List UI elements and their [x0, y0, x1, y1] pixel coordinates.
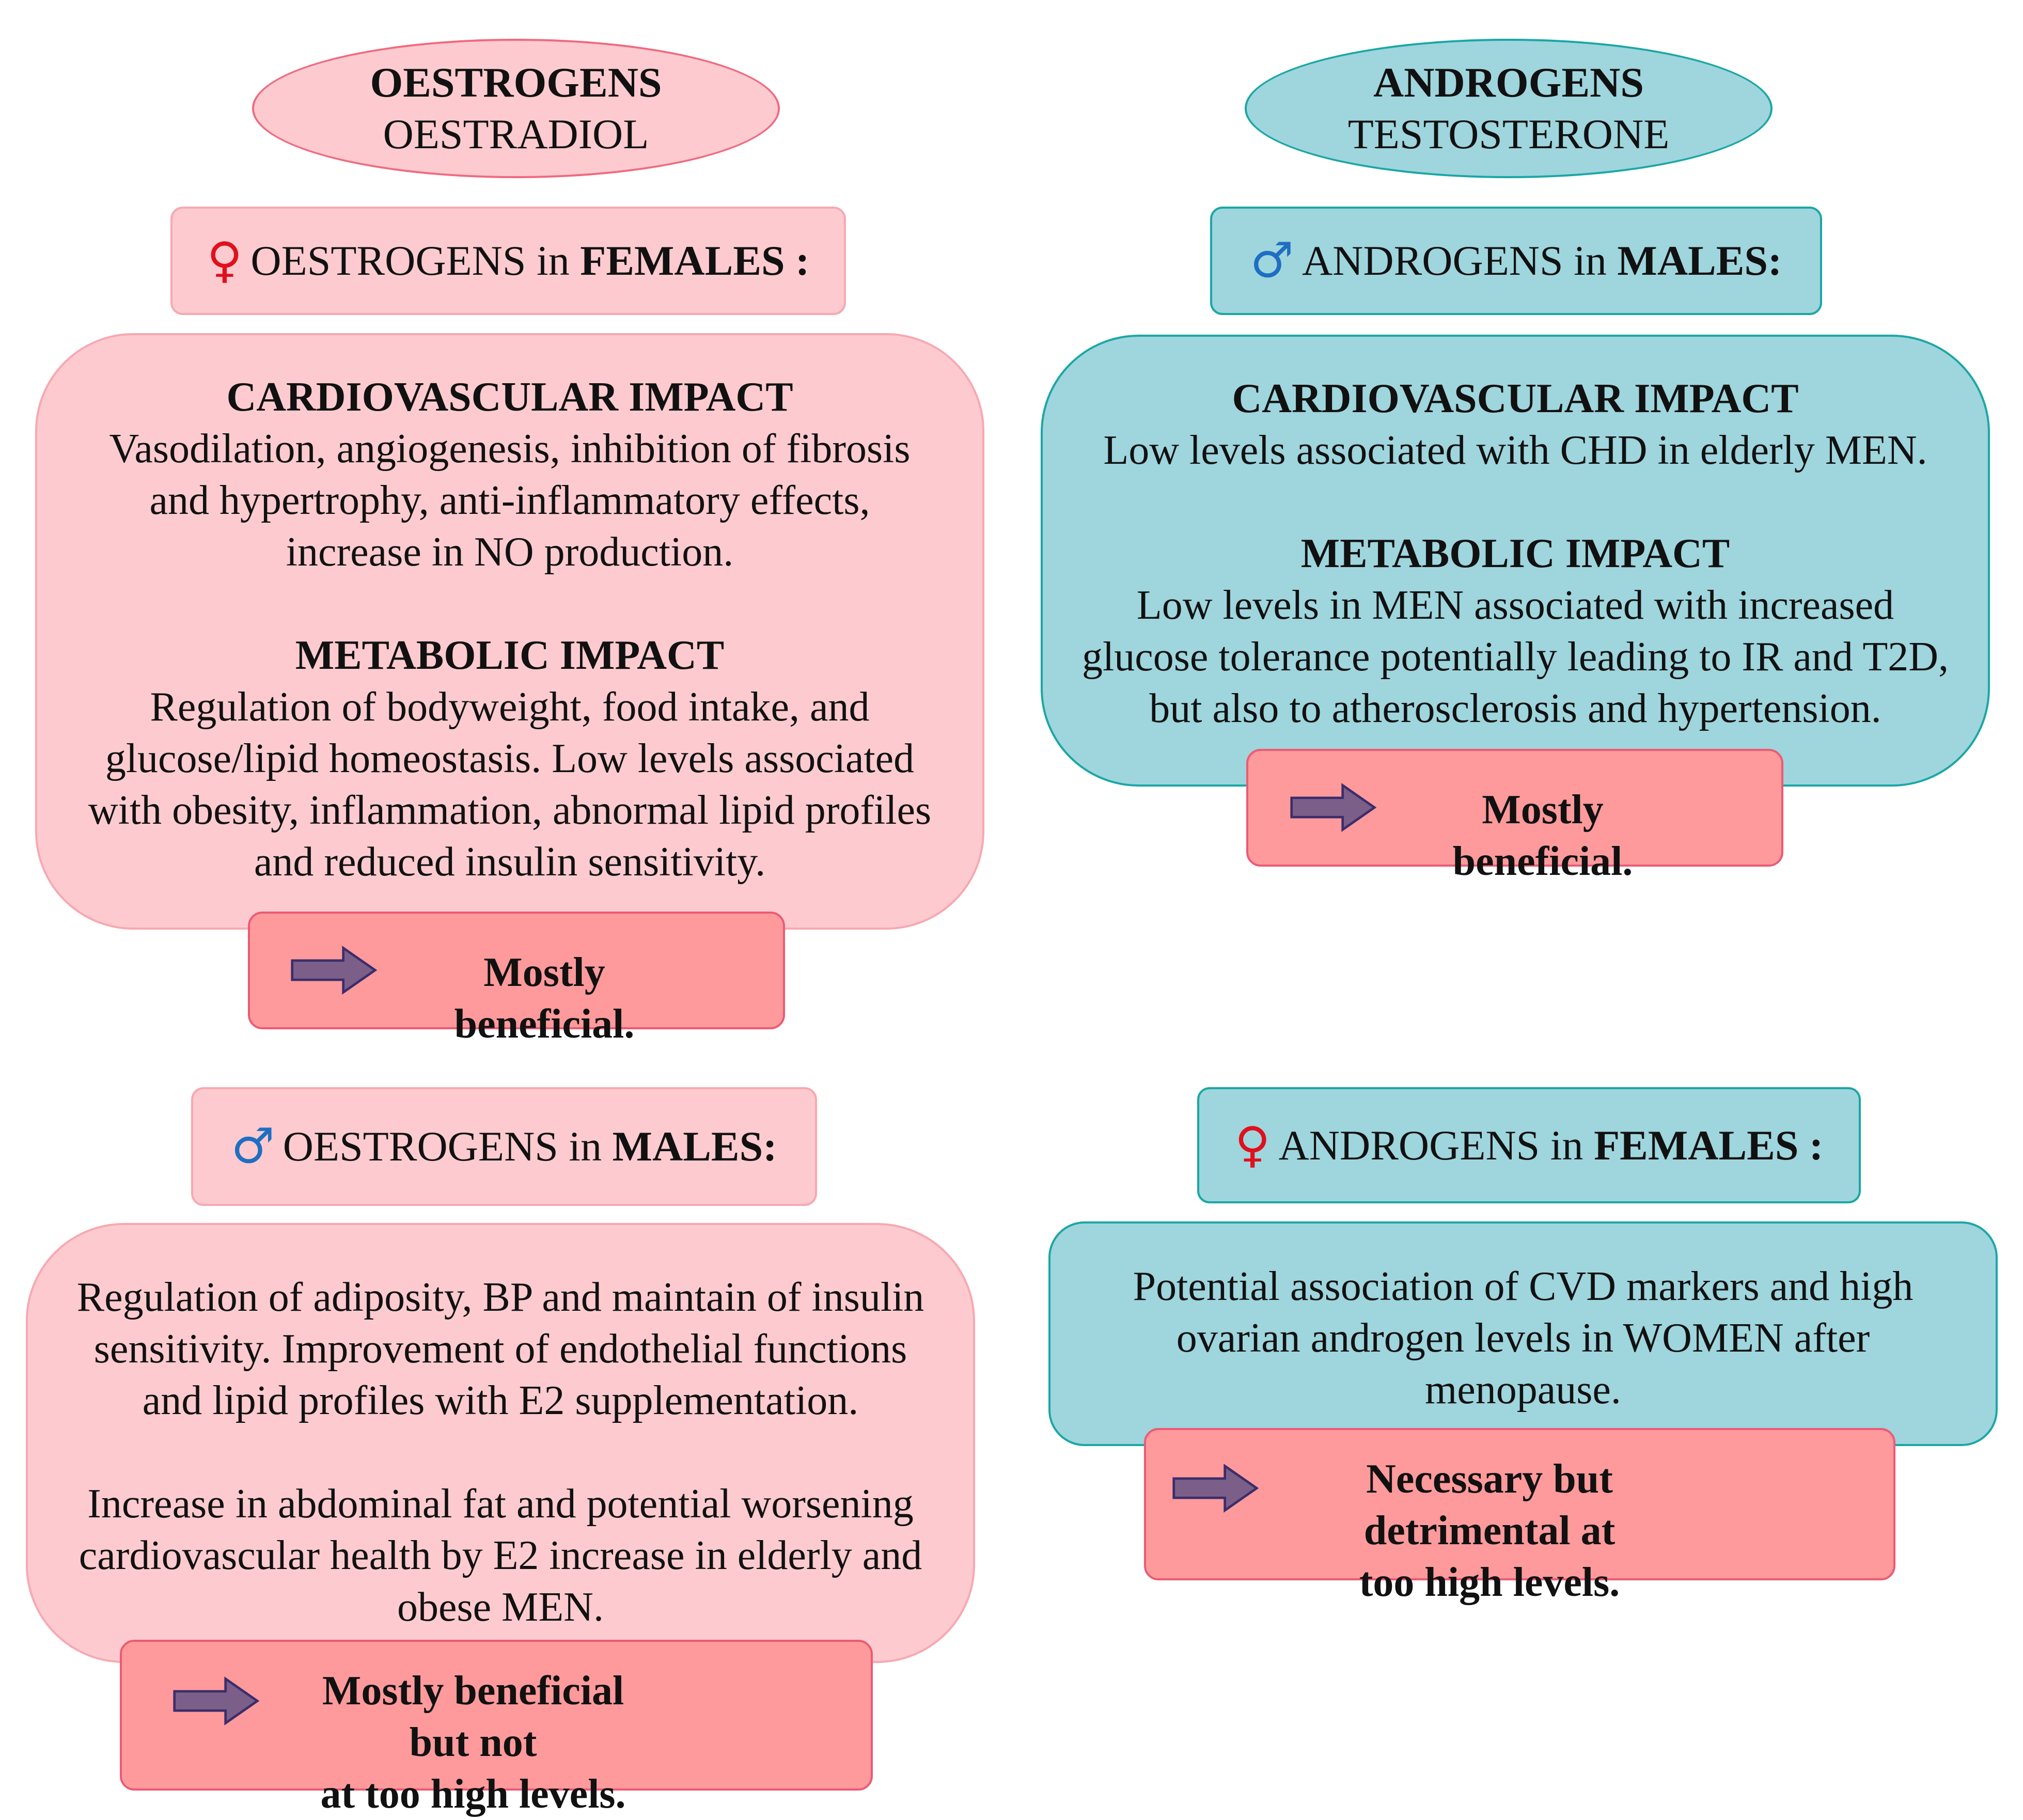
metabolic-line: Low levels in MEN associated with increased	[1136, 583, 1894, 628]
oestrogens-males-card	[26, 1223, 975, 1663]
metabolic-line: Regulation of bodyweight, food intake, and	[150, 684, 870, 730]
verdict-line: Necessary but detrimental at	[1363, 1456, 1616, 1554]
para1-line: and lipid profiles with E2 supplementation.	[142, 1378, 859, 1423]
male-symbol-icon: ♂	[231, 1118, 275, 1174]
right-arrow-icon	[290, 946, 377, 995]
female-symbol-icon: ♀	[1234, 1117, 1271, 1173]
header-prefix: ANDROGENS in	[1301, 237, 1618, 284]
para2-line: Increase in abdominal fat and potential worsening	[87, 1481, 914, 1527]
verdict-text: Mostly beneficial.	[1452, 787, 1633, 884]
oestrogens-females-header	[170, 207, 846, 315]
para-line: menopause.	[1425, 1367, 1621, 1413]
header-bold: FEMALES :	[1594, 1121, 1824, 1169]
androgens-title-ellipse	[1245, 39, 1773, 178]
para1-line: Regulation of adiposity, BP and maintain of insulin	[76, 1275, 924, 1320]
metabolic-line: with obesity, inflammation, abnormal lipid profiles	[88, 788, 932, 833]
para1-line: sensitivity. Improvement of endothelial functions	[93, 1326, 907, 1372]
verdict-line: Mostly beneficial but not	[322, 1668, 624, 1765]
oestrogens-females-card	[35, 333, 984, 930]
metabolic-line: glucose/lipid homeostasis. Low levels associated	[105, 736, 915, 781]
header-prefix: OESTROGENS in	[283, 1123, 613, 1170]
right-arrow-icon	[1172, 1464, 1259, 1513]
metabolic-title: METABOLIC IMPACT	[295, 633, 725, 678]
header-prefix: ANDROGENS in	[1278, 1121, 1594, 1169]
cardio-line: Vasodilation, angiogenesis, inhibition of fibrosis	[109, 426, 911, 472]
oestrogens-females-verdict	[248, 912, 785, 1047]
androgens-females-verdict	[1144, 1428, 1895, 1605]
androgens-females-header	[1197, 1087, 1861, 1203]
cardio-line: Low levels associated with CHD in elderly MEN.	[1103, 428, 1927, 473]
oestrogens-title-ellipse	[252, 39, 780, 178]
metabolic-line: glucose tolerance potentially leading to IR and T2D,	[1081, 634, 1949, 680]
header-bold: MALES:	[1617, 237, 1782, 284]
androgens-subtitle: TESTOSTERONE	[1347, 111, 1670, 158]
androgens-females-card	[1048, 1221, 1998, 1446]
cardio-line: and hypertrophy, anti-inflammatory effects,	[149, 478, 870, 523]
verdict-line: at too high levels.	[320, 1771, 626, 1817]
cardio-line: increase in NO production.	[286, 529, 734, 575]
header-bold: FEMALES :	[580, 237, 810, 284]
female-symbol-icon: ♀	[207, 232, 243, 289]
androgens-males-header	[1210, 207, 1822, 315]
androgens-males-verdict	[1246, 749, 1783, 884]
header-prefix: OESTROGENS in	[250, 237, 581, 284]
para2-line: cardiovascular health by E2 increase in elderly and	[79, 1533, 922, 1578]
metabolic-title: METABOLIC IMPACT	[1300, 531, 1730, 576]
male-symbol-icon: ♂	[1250, 232, 1294, 289]
para2-line: obese MEN.	[397, 1584, 604, 1630]
verdict-text: Mostly beneficial.	[454, 950, 635, 1047]
right-arrow-icon	[172, 1676, 259, 1725]
cardio-title: CARDIOVASCULAR IMPACT	[226, 374, 793, 420]
metabolic-line: and reduced insulin sensitivity.	[254, 839, 766, 885]
androgens-males-card	[1041, 335, 1990, 787]
cardio-title: CARDIOVASCULAR IMPACT	[1232, 376, 1799, 421]
verdict-line: too high levels.	[1359, 1560, 1620, 1605]
para-line: Potential association of CVD markers and high	[1133, 1264, 1914, 1309]
oestrogens-males-header	[191, 1087, 817, 1206]
para-line: ovarian androgen levels in WOMEN after	[1176, 1315, 1870, 1361]
androgens-title: ANDROGENS	[1373, 59, 1644, 106]
metabolic-line: but also to atherosclerosis and hypertension.	[1149, 686, 1881, 731]
oestrogens-subtitle: OESTRADIOL	[383, 111, 649, 158]
right-arrow-icon	[1290, 783, 1376, 832]
oestrogens-title: OESTROGENS	[370, 59, 662, 106]
oestrogens-males-verdict	[120, 1640, 873, 1817]
header-bold: MALES:	[612, 1123, 777, 1170]
